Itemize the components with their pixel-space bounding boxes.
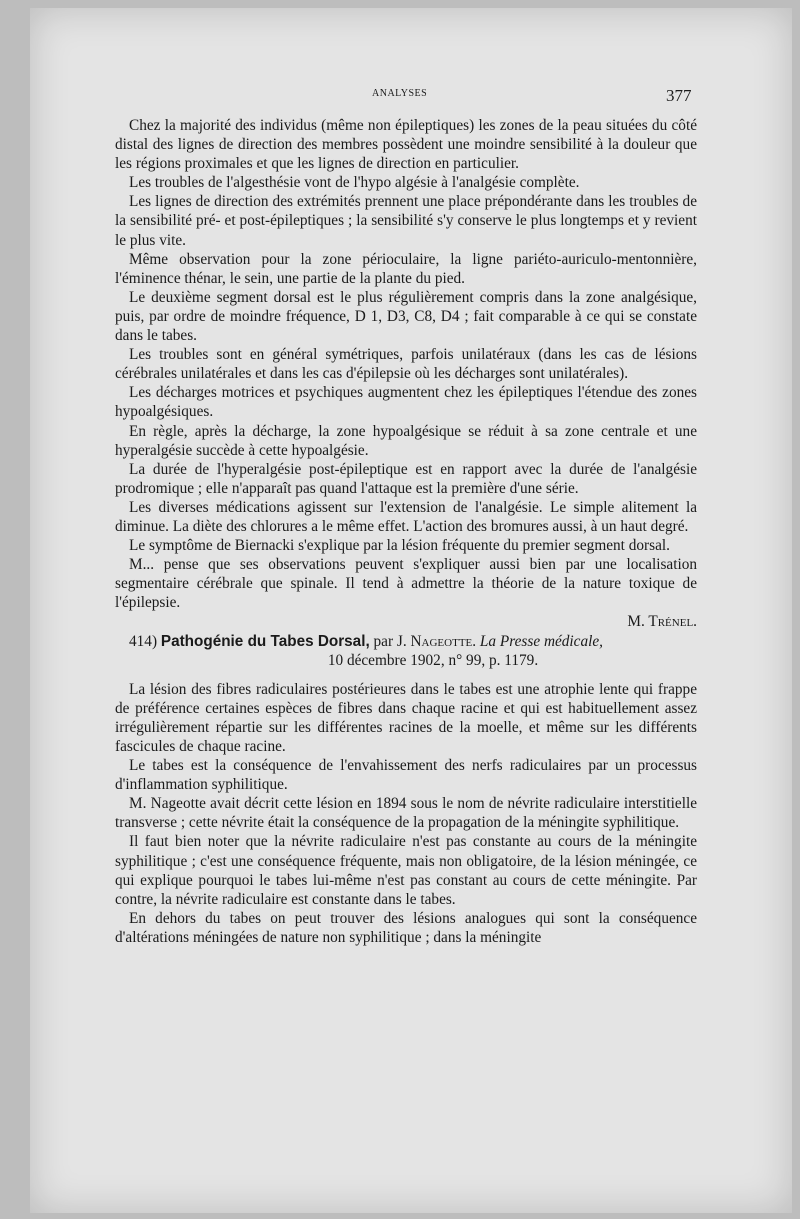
signature-text: M. Trénel. (627, 613, 697, 631)
paragraph: Les diverses médications agissent sur l'extension de l'analgésie. Le simple alitement la diminue. La diète des chlorures a le même effet. L'action des bromures aussi, à un haut degré. (115, 498, 697, 535)
paragraph: Le deuxième segment dorsal est le plus régulièrement compris dans la zone analgésique, puis, par ordre de moindre fréquence, D 1, D3, C8, D4 ; fait comparable à ce qui se constate dans le tabes. (115, 288, 697, 345)
article-title: Pathogénie du Tabes Dorsal, (160, 632, 370, 650)
article-number: 414) (129, 632, 158, 650)
paragraph: En règle, après la décharge, la zone hypoalgésique se réduit à sa zone centrale et une hyperalgésie succède à cette hypoalgésie. (115, 422, 697, 459)
paragraph: Le symptôme de Biernacki s'explique par la lésion fréquente du premier segment dorsal. (129, 537, 670, 555)
paragraph: Les lignes de direction des extrémités prennent une place prépondérante dans les troubles de la sensibilité pré- et post-épileptiques ; la sensibilité s'y conserve le plus longtemps et y revient le plus vite. (115, 193, 697, 249)
article-author: Nageotte. (410, 632, 477, 650)
article-heading (115, 632, 697, 670)
paragraph: Les troubles sont en général symétriques, parfois unilatéraux (dans les cas de lésions cérébrales unilatérales et dans les cas d'épilepsie où les décharges sont unilatérales). (115, 346, 697, 383)
paragraph: Chez la majorité des individus (même non épileptiques) les zones de la peau situées du côté distal des lignes de direction des membres possèdent une moindre sensibilité à la douleur que les régions proximales et que les lignes de direction en particulier. (115, 117, 697, 173)
paragraph: Même observation pour la zone périoculaire, la ligne pariéto-auriculo-mentonnière, l'éminence thénar, le sein, une partie de la plante du pied. (115, 250, 697, 287)
page (30, 8, 792, 1213)
paragraph: La lésion des fibres radiculaires postérieures dans le tabes est une atrophie lente qui frappe de préférence certaines espèces de fibres dans chaque racine et qui est habituellement assez irrégulièrement répartie sur les différentes racines de la moelle, et même sur les différents fascicules de chaque racine. (115, 680, 697, 755)
article-citation: 10 décembre 1902, n° 99, p. 1179. (327, 651, 539, 669)
paragraph: M. Nageotte avait décrit cette lésion en 1894 sous le nom de névrite radiculaire interstitielle transverse ; cette névrite était la conséquence de la propagation de la méningite syphilitique. (115, 795, 697, 832)
body-text (115, 116, 697, 947)
paragraph: La durée de l'hyperalgésie post-épileptique est en rapport avec la durée de l'analgésie prodromique ; elle n'apparaît pas quand l'attaque est la première d'une série. (115, 460, 697, 497)
signature (115, 612, 697, 631)
paragraph: Les troubles de l'algesthésie vont de l'hypo algésie à l'analgésie complète. (129, 174, 580, 192)
page-number: 377 (666, 86, 692, 105)
running-head: ANALYSES (372, 88, 428, 99)
paragraph: Il faut bien noter que la névrite radiculaire n'est pas constante au cours de la méningite syphilitique ; c'est une conséquence fréquente, mais non obligatoire, de la lésion méningée, ce qui explique pourquoi le tabes lui-même n'est pas constant au cours de cette méningite. Par contre, la névrite radiculaire est constante dans le tabes. (115, 833, 697, 908)
paragraph: Le tabes est la conséquence de l'envahissement des nerfs radiculaires par un processus d'inflammation syphilitique. (115, 757, 697, 794)
paragraph: M... pense que ses observations peuvent s'expliquer aussi bien par une localisation segmentaire cérébrale que spinale. Il tend à admettre la théorie de la nature toxique de l'épilepsie. (115, 556, 697, 612)
article-journal: La Presse médicale, (479, 632, 603, 650)
paragraph: En dehors du tabes on peut trouver des lésions analogues qui sont la conséquence d'altérations méningées de nature non syphilitique ; dans la méningite (115, 909, 697, 946)
page-header (30, 78, 792, 108)
article-by: par J. (373, 632, 407, 650)
paragraph: Les décharges motrices et psychiques augmentent chez les épileptiques l'étendue des zones hypoalgésiques. (115, 384, 697, 421)
